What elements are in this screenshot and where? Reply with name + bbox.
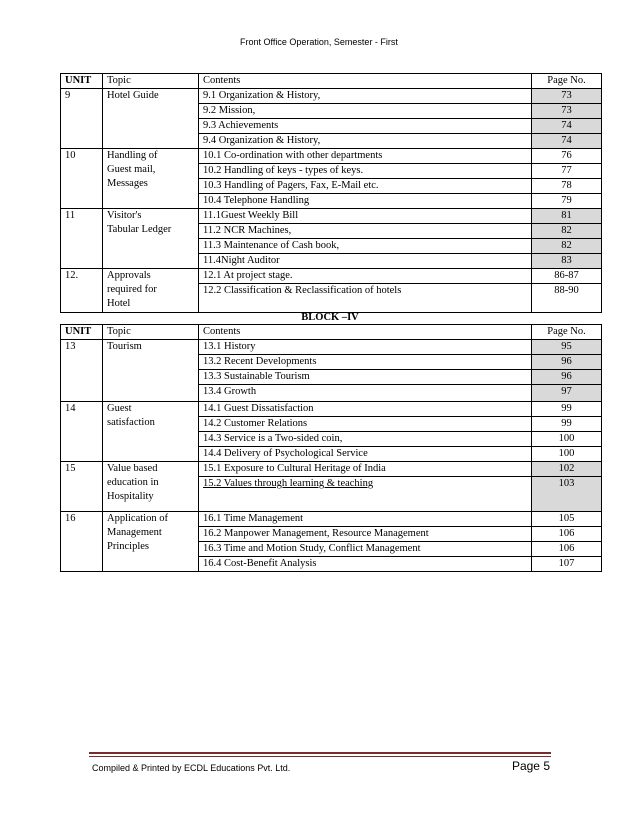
table-header-row	[61, 74, 602, 89]
content-item: 15.1 Exposure to Cultural Heritage of India	[199, 462, 532, 477]
col-contents-header: Contents	[199, 325, 532, 340]
content-item: 9.3 Achievements	[199, 119, 532, 134]
page-number: 99	[532, 402, 602, 417]
page-number: 83	[532, 254, 602, 269]
page-number: 96	[532, 355, 602, 370]
content-item: 12.2 Classification & Reclassification of hotels	[199, 284, 532, 313]
content-item: 13.2 Recent Developments	[199, 355, 532, 370]
unit-number: 14	[61, 402, 103, 462]
content-item: 14.3 Service is a Two-sided coin,	[199, 432, 532, 447]
col-contents-header: Contents	[199, 74, 532, 89]
page-number: 96	[532, 370, 602, 385]
page-number: 74	[532, 134, 602, 149]
table-row	[61, 209, 602, 224]
content-item: 12.1 At project stage.	[199, 269, 532, 284]
content-item: 13.3 Sustainable Tourism	[199, 370, 532, 385]
content-item: 14.2 Customer Relations	[199, 417, 532, 432]
page-number: 100	[532, 447, 602, 462]
content-item: 11.4Night Auditor	[199, 254, 532, 269]
col-topic-header: Topic	[103, 325, 199, 340]
content-item: 11.3 Maintenance of Cash book,	[199, 239, 532, 254]
content-item: 16.3 Time and Motion Study, Conflict Management	[199, 542, 532, 557]
unit-number: 15	[61, 462, 103, 512]
col-page-header: Page No.	[532, 325, 602, 340]
unit-number: 16	[61, 512, 103, 572]
page-number-footer: Page 5	[511, 759, 550, 773]
content-item: 11.1Guest Weekly Bill	[199, 209, 532, 224]
unit-topic: Visitor's Tabular Ledger	[103, 209, 199, 269]
page-number: 95	[532, 340, 602, 355]
page-number: 73	[532, 89, 602, 104]
page-number: 106	[532, 527, 602, 542]
page-number: 99	[532, 417, 602, 432]
page-number: 105	[532, 512, 602, 527]
content-item: 16.4 Cost-Benefit Analysis	[199, 557, 532, 572]
table-row	[61, 89, 602, 104]
page-number: 82	[532, 224, 602, 239]
toc-table-1	[60, 73, 602, 313]
content-item: 10.4 Telephone Handling	[199, 194, 532, 209]
unit-topic: Hotel Guide	[103, 89, 199, 149]
content-item: 16.2 Manpower Management, Resource Management	[199, 527, 532, 542]
page-number: 86-87	[532, 269, 602, 284]
content-item: 11.2 NCR Machines,	[199, 224, 532, 239]
page-number: 81	[532, 209, 602, 224]
table-row	[61, 340, 602, 355]
unit-topic: Approvals required for Hotel	[103, 269, 199, 313]
table-row	[61, 269, 602, 284]
content-item: 14.4 Delivery of Psychological Service	[199, 447, 532, 462]
unit-number: 10	[61, 149, 103, 209]
page-number: 82	[532, 239, 602, 254]
content-item: 9.1 Organization & History,	[199, 89, 532, 104]
table-row	[61, 402, 602, 417]
footer-divider-thin	[89, 756, 551, 757]
page-number: 74	[532, 119, 602, 134]
page-number: 78	[532, 179, 602, 194]
content-item: 13.1 History	[199, 340, 532, 355]
content-item: 10.1 Co-ordination with other departments	[199, 149, 532, 164]
unit-topic: Tourism	[103, 340, 199, 402]
table-row	[61, 462, 602, 477]
block-title: BLOCK –IV	[301, 312, 359, 323]
page-number: 77	[532, 164, 602, 179]
content-item: 10.3 Handling of Pagers, Fax, E-Mail etc.	[199, 179, 532, 194]
page-number: 102	[532, 462, 602, 477]
content-item: 10.2 Handling of keys - types of keys.	[199, 164, 532, 179]
unit-number: 11	[61, 209, 103, 269]
page-number: 100	[532, 432, 602, 447]
page-number: 88-90	[532, 284, 602, 313]
table-header-row	[61, 325, 602, 340]
page-number: 79	[532, 194, 602, 209]
page-number: 103	[532, 477, 602, 512]
unit-number: 9	[61, 89, 103, 149]
toc-table-2	[60, 324, 602, 572]
page-number: 107	[532, 557, 602, 572]
unit-topic: Handling of Guest mail, Messages	[103, 149, 199, 209]
col-unit-header: UNIT	[61, 325, 103, 340]
content-item: 9.2 Mission,	[199, 104, 532, 119]
page-number: 76	[532, 149, 602, 164]
unit-topic: Value based education in Hospitality	[103, 462, 199, 512]
unit-topic: Guest satisfaction	[103, 402, 199, 462]
content-item: 15.2 Values through learning & teaching	[199, 477, 532, 512]
unit-number: 12.	[61, 269, 103, 313]
col-page-header: Page No.	[532, 74, 602, 89]
col-unit-header: UNIT	[61, 74, 103, 89]
page-header: Front Office Operation, Semester - First	[240, 37, 398, 47]
footer-publisher: Compiled & Printed by ECDL Educations Pvt. Ltd.	[92, 763, 291, 773]
unit-topic: Application of Management Principles	[103, 512, 199, 572]
unit-number: 13	[61, 340, 103, 402]
table-row	[61, 512, 602, 527]
page-number: 97	[532, 385, 602, 402]
content-item: 14.1 Guest Dissatisfaction	[199, 402, 532, 417]
content-item: 13.4 Growth	[199, 385, 532, 402]
page-number: 73	[532, 104, 602, 119]
content-item: 9.4 Organization & History,	[199, 134, 532, 149]
footer-divider	[89, 752, 551, 754]
col-topic-header: Topic	[103, 74, 199, 89]
table-row	[61, 149, 602, 164]
content-item: 16.1 Time Management	[199, 512, 532, 527]
page-number: 106	[532, 542, 602, 557]
